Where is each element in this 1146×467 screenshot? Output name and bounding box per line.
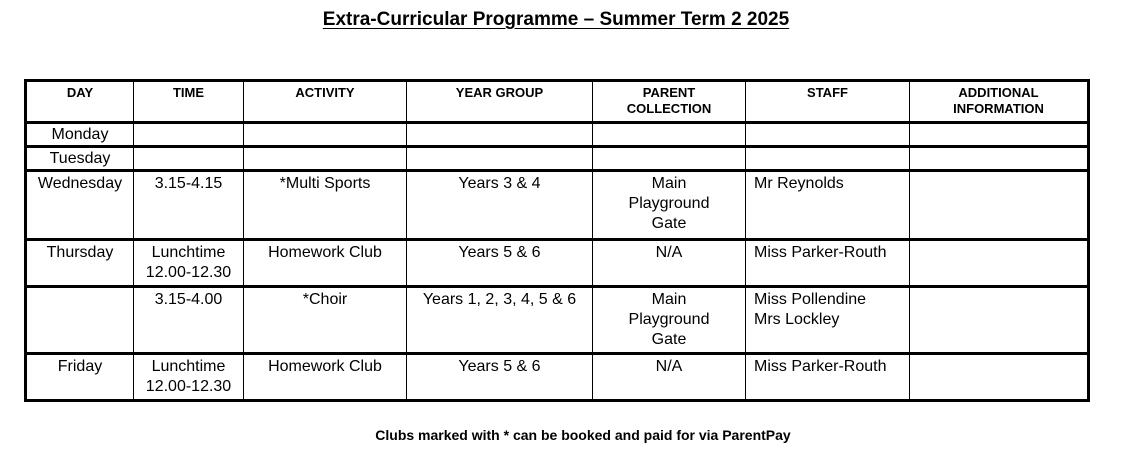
time-cell [134, 171, 244, 240]
activity-cell: *Choir [244, 287, 407, 354]
year-group-cell [407, 147, 593, 171]
staff-cell-line: Miss Parker-Routh [754, 358, 887, 375]
additional-information-cell [910, 123, 1089, 147]
parent-collection-cell-line: Gate [651, 331, 687, 348]
parent-collection-cell-line: N/A [655, 244, 683, 261]
table-row [26, 147, 1089, 171]
table-row [26, 240, 1089, 287]
day-cell: Monday [26, 123, 134, 147]
table-row [26, 171, 1089, 240]
staff-cell-line: Miss Pollendine [754, 291, 867, 308]
parent-collection-cell [593, 240, 746, 287]
staff-cell [746, 240, 910, 287]
table-row [26, 354, 1089, 401]
footnote: Clubs marked with * can be booked and paid for via ParentPay [375, 427, 791, 443]
staff-cell [746, 354, 910, 401]
time-cell-line: 12.00-12.30 [145, 264, 232, 281]
parent-collection-cell [593, 354, 746, 401]
parent-collection-cell-line: Main [651, 291, 687, 308]
day-cell: Thursday [26, 240, 134, 287]
activity-cell [244, 147, 407, 171]
day-cell: Wednesday [26, 171, 134, 240]
header-time: TIME [134, 81, 244, 123]
parent-collection-cell-line: Playground [628, 311, 710, 328]
parent-collection-cell-line: Playground [628, 195, 710, 212]
parent-collection-cell [593, 123, 746, 147]
parent-collection-cell-line: N/A [655, 358, 683, 375]
activity-cell [244, 123, 407, 147]
year-group-cell [407, 123, 593, 147]
day-cell: Tuesday [26, 147, 134, 171]
year-group-cell: Years 5 & 6 [407, 354, 593, 401]
parent-collection-cell [593, 171, 746, 240]
page-title: Extra-Curricular Programme – Summer Term 2 2025 [322, 9, 790, 30]
additional-information-cell [910, 354, 1089, 401]
header-additional-information: ADDITIONAL INFORMATION [910, 81, 1089, 123]
schedule-table [24, 79, 1090, 402]
activity-cell: Homework Club [244, 240, 407, 287]
time-cell [134, 123, 244, 147]
header-row [26, 81, 1089, 123]
staff-cell [746, 287, 910, 354]
time-cell-line: Lunchtime [151, 244, 226, 261]
year-group-cell: Years 1, 2, 3, 4, 5 & 6 [407, 287, 593, 354]
activity-cell: Homework Club [244, 354, 407, 401]
time-cell [134, 147, 244, 171]
time-cell [134, 287, 244, 354]
day-cell: Friday [26, 354, 134, 401]
staff-cell [746, 147, 910, 171]
parent-collection-cell-line: Main [651, 175, 687, 192]
staff-cell [746, 123, 910, 147]
year-group-cell: Years 3 & 4 [407, 171, 593, 240]
time-cell [134, 354, 244, 401]
additional-information-cell [910, 147, 1089, 171]
header-activity: ACTIVITY [244, 81, 407, 123]
day-cell [26, 287, 134, 354]
year-group-cell: Years 5 & 6 [407, 240, 593, 287]
table-row [26, 123, 1089, 147]
additional-information-cell [910, 287, 1089, 354]
header-parent-collection: PARENT COLLECTION [593, 81, 746, 123]
header-year-group: YEAR GROUP [407, 81, 593, 123]
additional-information-cell [910, 240, 1089, 287]
parent-collection-cell-line: Gate [651, 215, 687, 232]
staff-cell [746, 171, 910, 240]
time-cell-line: 3.15-4.15 [154, 175, 223, 192]
staff-cell-line: Mrs Lockley [754, 311, 840, 328]
table-row [26, 287, 1089, 354]
additional-information-cell [910, 171, 1089, 240]
time-cell [134, 240, 244, 287]
header-staff: STAFF [746, 81, 910, 123]
time-cell-line: 3.15-4.00 [154, 291, 223, 308]
staff-cell-line: Mr Reynolds [754, 175, 844, 192]
time-cell-line: Lunchtime [151, 358, 226, 375]
parent-collection-cell [593, 147, 746, 171]
staff-cell-line: Miss Parker-Routh [754, 244, 887, 261]
activity-cell: *Multi Sports [244, 171, 407, 240]
header-day: DAY [26, 81, 134, 123]
parent-collection-cell [593, 287, 746, 354]
time-cell-line: 12.00-12.30 [145, 378, 232, 395]
